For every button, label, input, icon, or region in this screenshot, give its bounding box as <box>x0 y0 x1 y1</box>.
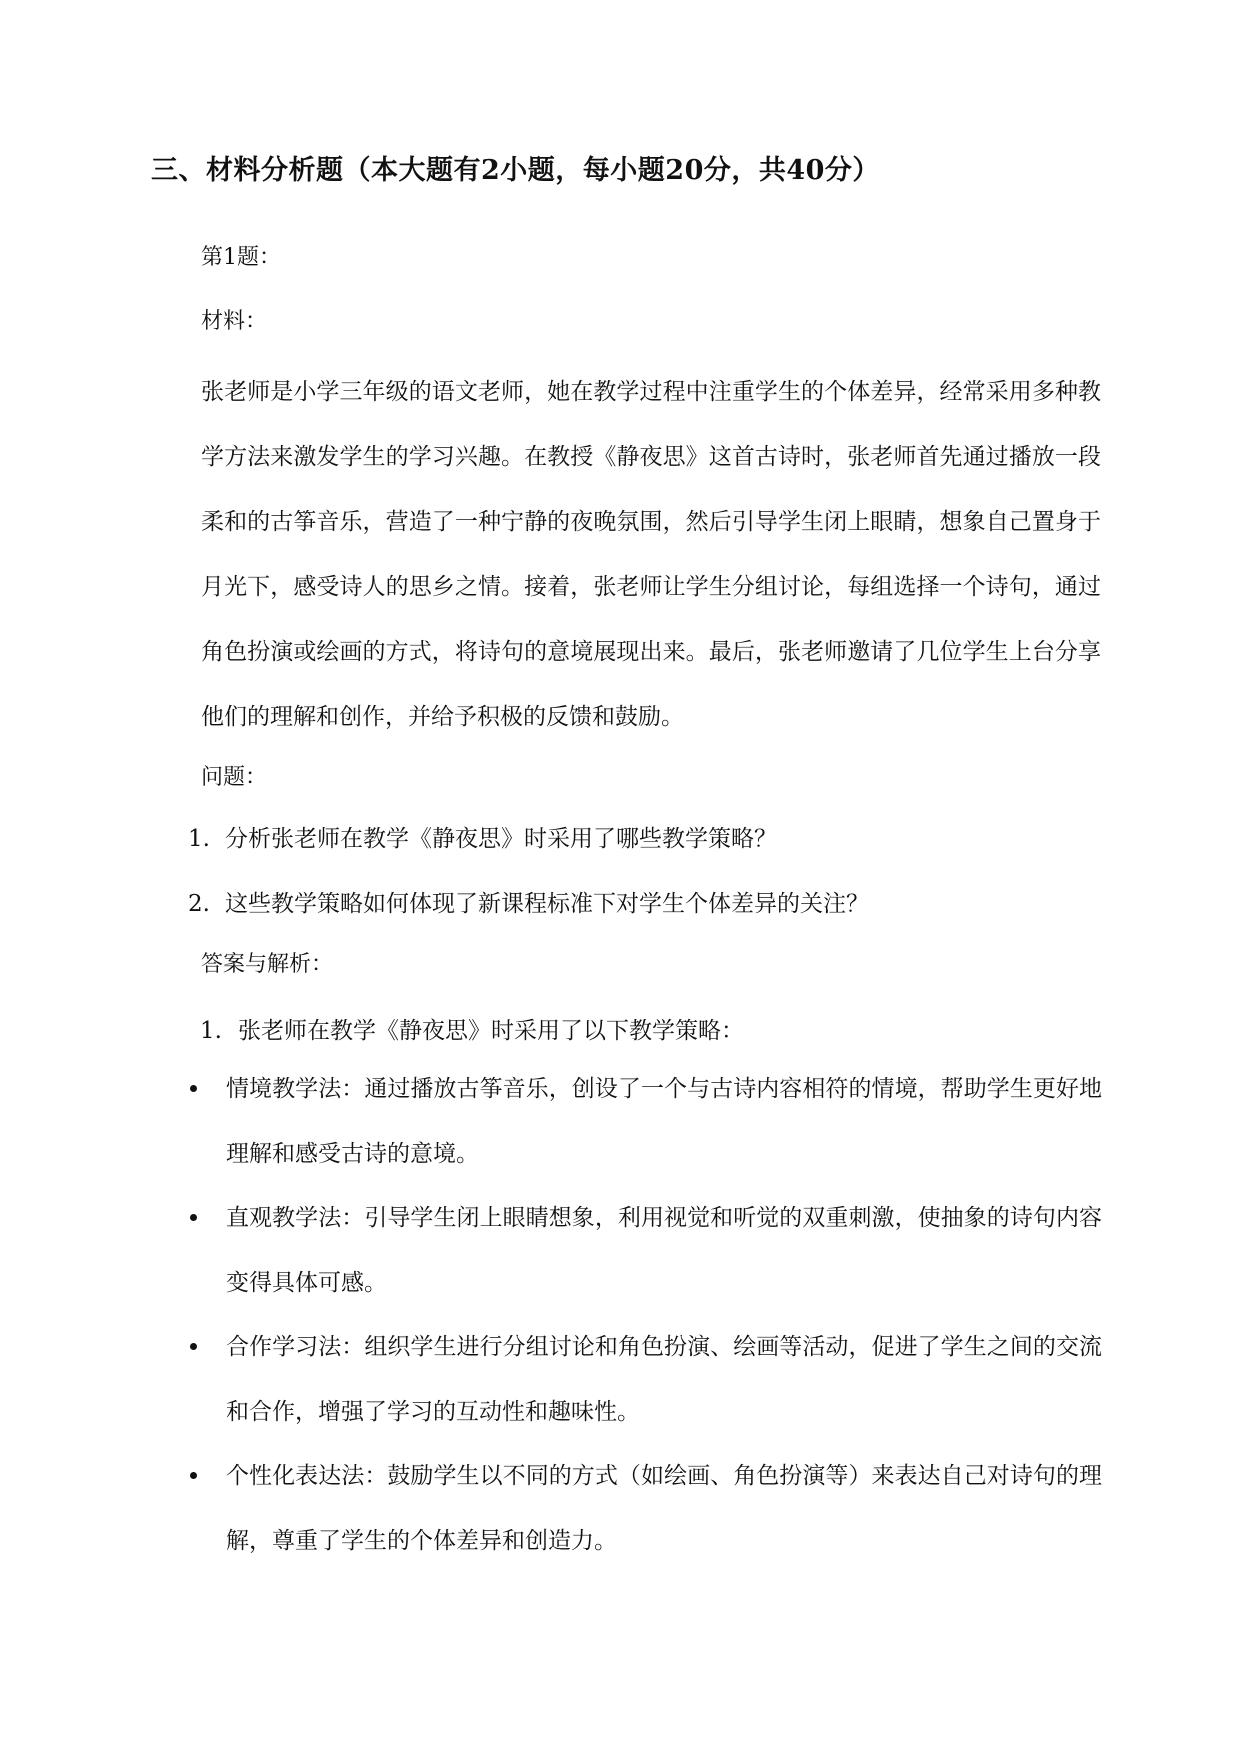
problem-item <box>188 820 777 853</box>
answer-item <box>200 1012 744 1045</box>
bullet-icon <box>190 1343 197 1350</box>
material-label: 材料： <box>201 309 268 334</box>
answer-number: 1. <box>200 1018 222 1044</box>
problem-number: 1. <box>188 826 210 852</box>
strategy-text: 合作学习法：组织学生进行分组讨论和角色扮演、绘画等活动，促进了学生之间的交流和合作，增强了学习的互动性和趣味性。 <box>226 1334 1102 1425</box>
material-paragraph: 张老师是小学三年级的语文老师，她在教学过程中注重学生的个体差异，经常采用多种教学方法来激发学生的学习兴趣。在教授《静夜思》这首古诗时，张老师首先通过播放一段柔和的古筝音乐，营造了一种宁静的夜晚氛围，然后引导学生闭上眼睛，想象自己置身于月光下，感受诗人的思乡之情。接着，张老师让学生分组讨论，每组选择一个诗句，通过角色扮演或绘画的方式，将诗句的意境展现出来。最后，张老师邀请了几位学生上台分享他们的理解和创作，并给予积极的反馈和鼓励。 <box>201 379 1101 730</box>
bullet-icon <box>190 1214 197 1221</box>
answer-label: 答案与解析： <box>201 952 334 977</box>
problem-number: 2. <box>188 891 210 917</box>
problem-text: 分析张老师在教学《静夜思》时采用了哪些教学策略？ <box>225 826 777 852</box>
bullet-icon <box>190 1472 197 1479</box>
strategy-text: 直观教学法：引导学生闭上眼睛想象，利用视觉和听觉的双重刺激，使抽象的诗句内容变得具体可感。 <box>226 1205 1102 1296</box>
bullet-icon <box>190 1085 197 1092</box>
problem-item <box>188 885 869 918</box>
strategy-text: 个性化表达法：鼓励学生以不同的方式（如绘画、角色扮演等）来表达自己对诗句的理解，尊重了学生的个体差异和创造力。 <box>226 1463 1102 1554</box>
strategy-text: 情境教学法：通过播放古筝音乐，创设了一个与古诗内容相符的情境，帮助学生更好地理解和感受古诗的意境。 <box>226 1076 1102 1167</box>
problem-label: 问题： <box>201 765 268 790</box>
section-heading: 三、材料分析题（本大题有2小题，每小题20分，共40分） <box>151 155 880 186</box>
answer-text: 张老师在教学《静夜思》时采用了以下教学策略： <box>238 1018 744 1044</box>
problem-text: 这些教学策略如何体现了新课程标准下对学生个体差异的关注？ <box>225 891 869 917</box>
question-label: 第1题： <box>201 245 281 270</box>
